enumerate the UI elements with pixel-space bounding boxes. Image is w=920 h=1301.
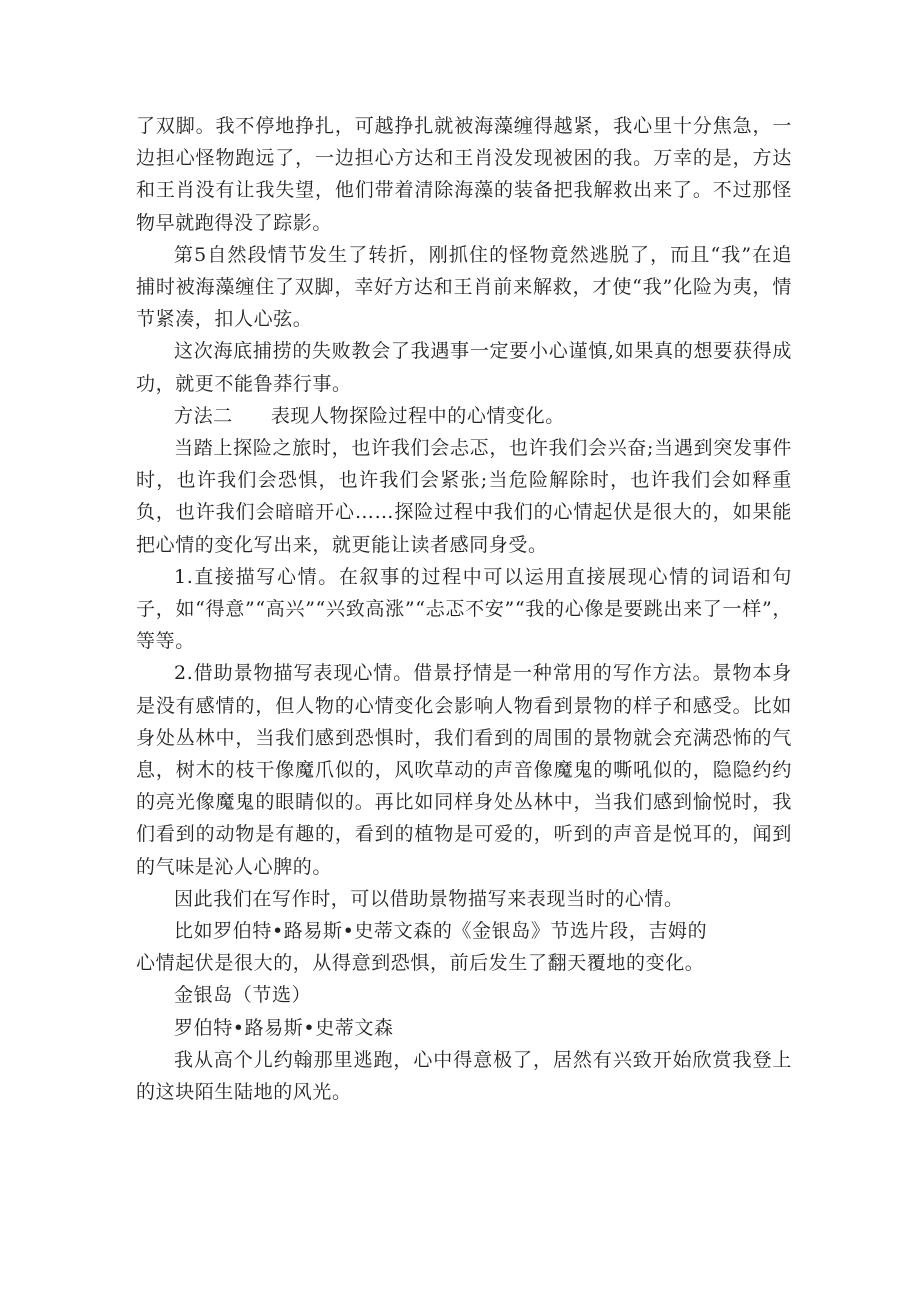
paragraph-therefore: 因此我们在写作时，可以借助景物描写来表现当时的心情。 [174,887,684,910]
document-body [136,110,792,1108]
paragraph-example-line-1: 比如罗伯特•路易斯•史蒂文森的《金银岛》节选片段，吉姆的 [174,920,708,943]
paragraph-lesson: 这次海底捕捞的失败教会了我遇事一定要小心谨慎,如果真的想要获得成功，就更不能鲁莽行事。 [136,340,792,395]
paragraph-mood-intro: 当踏上探险之旅时，也许我们会忐忑，也许我们会兴奋;当遇到突发事件时，也许我们会恐惧，也许我们会紧张;当危险解除时，也许我们会如释重负，也许我们会暗暗开心……探险过程中我们的心情起伏是很大的，如果能把心情的变化写出来，就更能让读者感同身受。 [136,437,792,556]
paragraph-direct-description: 1.直接描写心情。在叙事的过程中可以运用直接展现心情的词语和句子，如“得意”“高兴”“兴致高涨”“忐忑不安”“我的心像是要跳出来了一样”，等等。 [136,565,792,653]
excerpt-author: 罗伯特•路易斯•史蒂文森 [174,1016,394,1039]
paragraph-story-continuation: 了双脚。我不停地挣扎，可越挣扎就被海藻缠得越紧，我心里十分焦急，一边担心怪物跑远了，一边担心方达和王肖没发现被困的我。万幸的是，方达和王肖没有让我失望，他们带着清除海藻的装备把我解救出来了。不过那怪物早就跑得没了踪影。 [136,115,792,234]
method-two-title: 表现人物探险过程中的心情变化。 [270,404,565,427]
paragraph-scenery-description: 2.借助景物描写表现心情。借景抒情是一种常用的写作方法。景物本身是没有感情的，但人物的心情变化会影响人物看到景物的样子和感受。比如身处丛林中，当我们感到恐惧时，我们看到的周围的景物就会充满恐怖的气息，树木的枝干像魔爪似的，风吹草动的声音像魔鬼的嘶吼似的，隐隐约约的亮光像魔鬼的眼睛似的。再比如同样身处丛林中，当我们感到愉悦时，我们看到的动物是有趣的，看到的植物是可爱的，听到的声音是悦耳的，闻到的气味是沁人心脾的。 [136,662,792,878]
excerpt-title: 金银岛（节选） [174,984,312,1007]
paragraph-excerpt-text: 我从高个儿约翰那里逃跑，心中得意极了，居然有兴致开始欣赏我登上的这块陌生陆地的风光。 [136,1048,792,1104]
method-two-heading [136,400,792,432]
method-two-label: 方法二 [174,404,233,427]
paragraph-example-line-2: 心情起伏是很大的，从得意到恐惧，前后发生了翻天覆地的变化。 [136,952,705,975]
paragraph-analysis-5: 第5自然段情节发生了转折，刚抓住的怪物竟然逃脱了，而且“我”在追捕时被海藻缠住了双脚，幸好方达和王肖前来解救，才使“我”化险为夷，情节紧凑，扣人心弦。 [136,243,792,331]
